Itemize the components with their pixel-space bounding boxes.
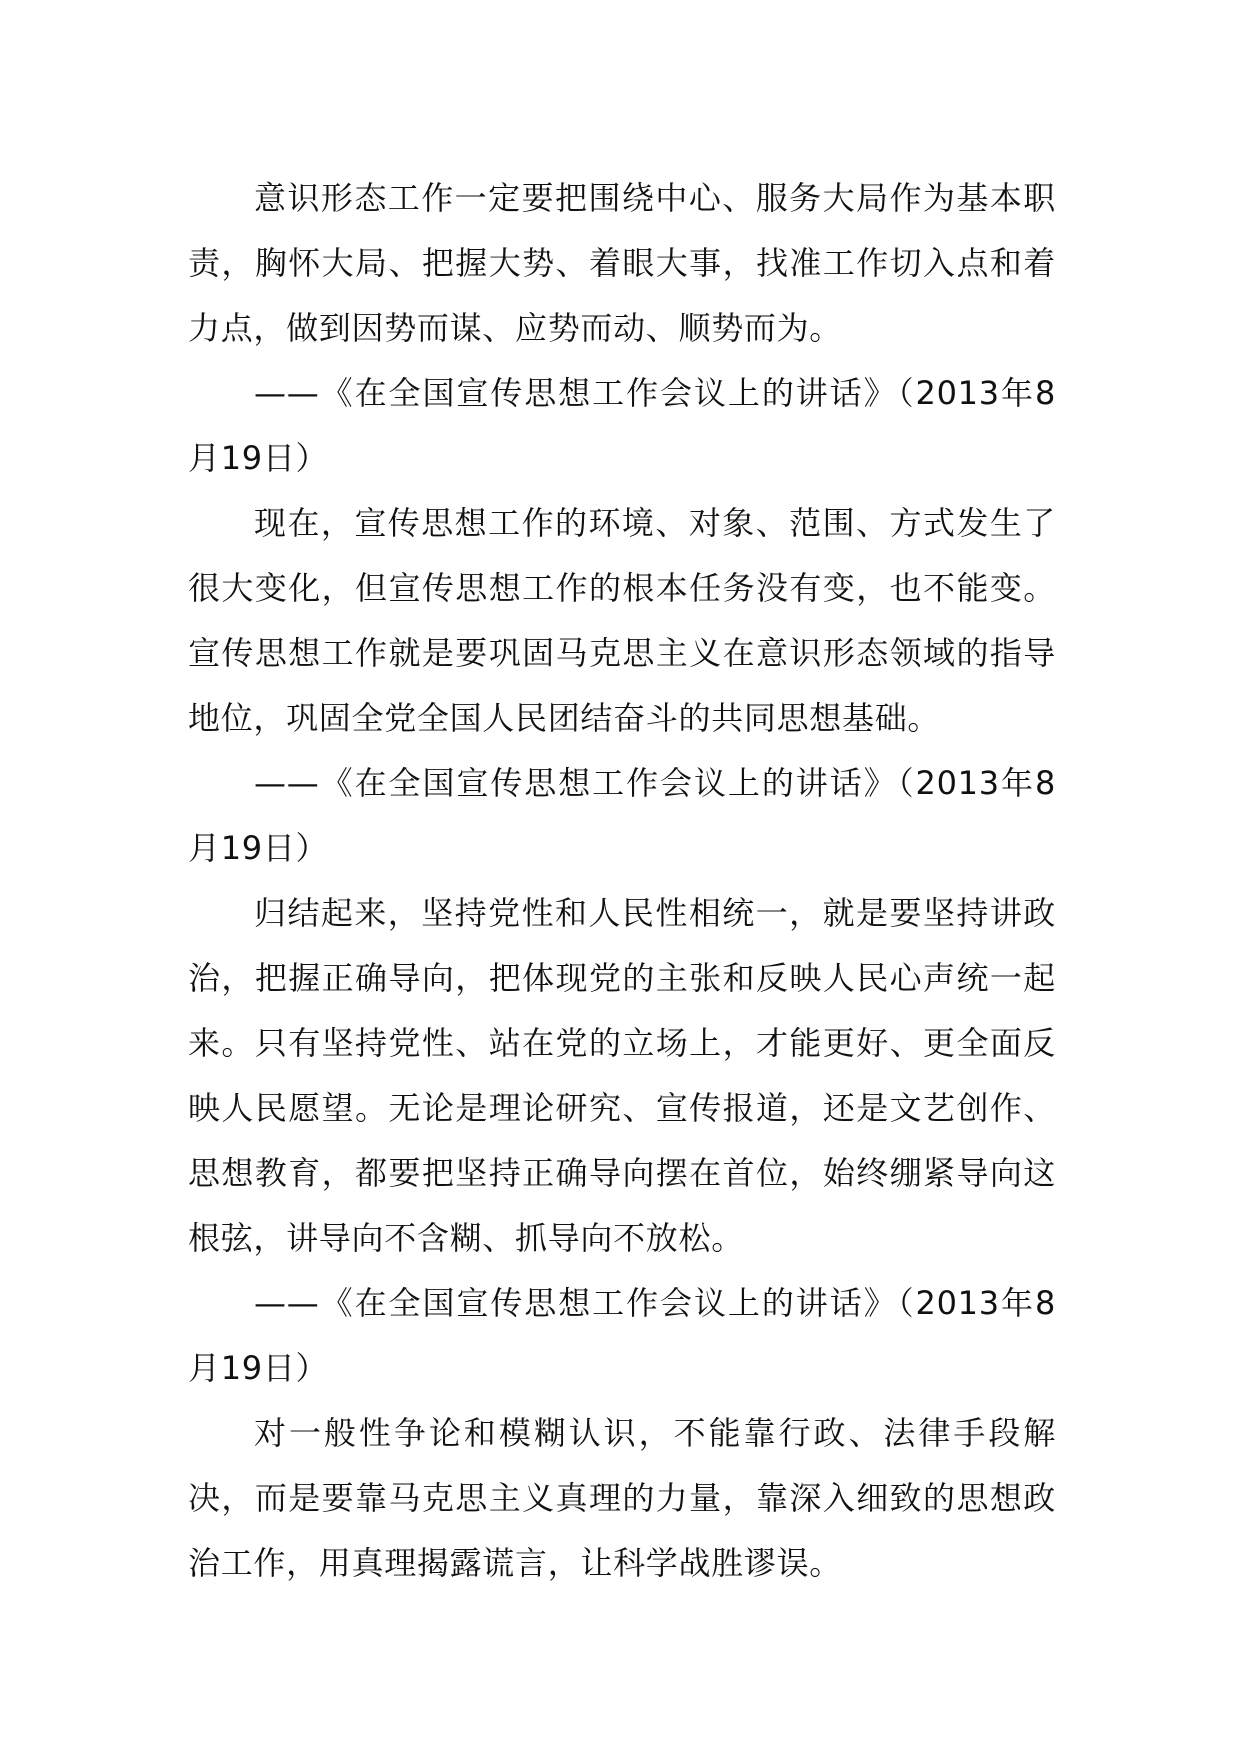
quote-paragraph-3: 归结起来，坚持党性和人民性相统一，就是要坚持讲政治，把握正确导向，把体现党的主张和反映人民心声统一起来。只有坚持党性、站在党的立场上，才能更好、更全面反映人民愿望。无论是理论研究、宣传报道，还是文艺创作、思想教育，都要把坚持正确导向摆在首位，始终绷紧导向这根弦，讲导向不含糊、抓导向不放松。 [188, 894, 1056, 1257]
document-body [188, 166, 1056, 1596]
quote-source-1: ——《在全国宣传思想工作会议上的讲话》（2013年8月19日） [188, 374, 1056, 477]
quote-paragraph-4: 对一般性争论和模糊认识，不能靠行政、法律手段解决，而是要靠马克思主义真理的力量，靠深入细致的思想政治工作，用真理揭露谎言，让科学战胜谬误。 [188, 1414, 1056, 1582]
quote-paragraph-2: 现在，宣传思想工作的环境、对象、范围、方式发生了很大变化，但宣传思想工作的根本任务没有变，也不能变。宣传思想工作就是要巩固马克思主义在意识形态领域的指导地位，巩固全党全国人民团结奋斗的共同思想基础。 [188, 504, 1056, 737]
quote-paragraph-1: 意识形态工作一定要把围绕中心、服务大局作为基本职责，胸怀大局、把握大势、着眼大事，找准工作切入点和着力点，做到因势而谋、应势而动、顺势而为。 [188, 179, 1056, 347]
quote-source-3: ——《在全国宣传思想工作会议上的讲话》（2013年8月19日） [188, 1284, 1056, 1387]
quote-source-2: ——《在全国宣传思想工作会议上的讲话》（2013年8月19日） [188, 764, 1056, 867]
